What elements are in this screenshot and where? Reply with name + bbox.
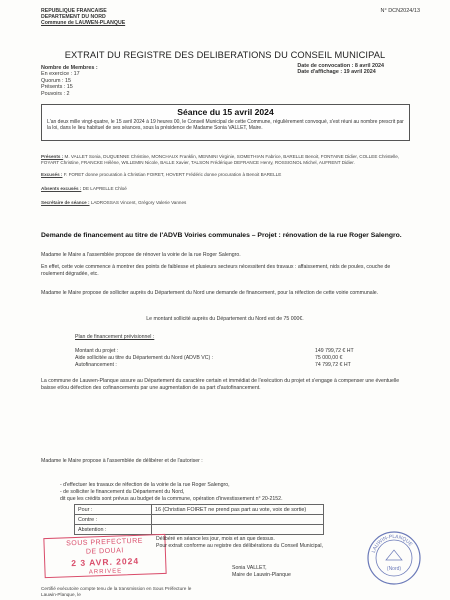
paragraph-commitment: La commune de Lauwen-Planque assure au Département du caractère certain et immédiat de l'exécution du projet et s'engage à compenser une éventuelle baisse et/ou défection des cofinancements par une augmentation de sa part d'autofinancement.	[41, 378, 400, 391]
session-text: L'an deux mille vingt-quatre, le 15 avril 2024 à 19 heures 00, le Conseil Municipal de cette Commune, régulièrement convoqué, s'est réuni au nombre prescrit par la loi, dans le lieu habituel de ses séances, sous la présidence de Madame Sonia VALLET, Maire.	[47, 119, 404, 132]
meeting-dates	[297, 63, 384, 76]
financing-value: 149 799,72 € HT	[315, 348, 354, 354]
vote-label: Abstention :	[75, 525, 152, 535]
letterhead-commune: Commune de LAUWEN-PLANQUE	[41, 20, 126, 27]
absents-text: DE LAPRELLE Chloé	[82, 186, 127, 191]
decision-item: dit que les crédits sont prévus au budget de la commune, opération d'investissement n° 20-2152.	[60, 496, 283, 502]
footer-line: Certifié exécutoire compte tenu de la transmission en Sous Préfecture le	[41, 586, 192, 591]
financing-label: Autofinancement :	[75, 362, 117, 369]
footer-certification	[41, 586, 191, 598]
members-heading: Nombre de Membres :	[41, 65, 98, 71]
excuses-text: F. FORET donne procuration à Christian FOIRET, HOVERT Frédéric donne procuration à Benoit BARELLE	[63, 172, 282, 177]
decision-item: - de solliciter le financement du Département du Nord,	[60, 489, 400, 496]
footer-line: Lauwin-Planque, le	[41, 591, 81, 597]
deliberation-subject: Demande de financement au titre de l'ADVB Voiries communales – Projet : rénovation de la rue Roger Salengro.	[41, 232, 402, 239]
financing-row	[75, 348, 375, 355]
display-date: Date d'affichage : 19 avril 2024	[297, 69, 376, 76]
decision-item: - d'effectuer les travaux de réfection de la voirie de la rue Roger Salengro,	[60, 482, 400, 489]
vote-row-pour	[75, 505, 324, 515]
attendance-presents	[41, 154, 416, 165]
stamp-status: ARRIVEE	[88, 568, 123, 576]
signatory-role: Maire de Lauwin-Planque	[232, 571, 291, 578]
seal-inner-text: (Nord)	[386, 566, 402, 572]
financing-row	[75, 355, 375, 362]
subprefecture-stamp	[43, 534, 166, 578]
declaration-line: Pour extrait conforme au registre des délibérations du Conseil Municipal,	[156, 542, 323, 549]
requested-amount: Le montant sollicité auprès du Département du Nord est de 75 000€.	[146, 316, 304, 322]
absents-label: Absents excusés :	[41, 186, 82, 191]
convocation-date: Date de convocation : 8 avril 2024	[297, 63, 384, 69]
members-presents: Présents : 15	[41, 84, 73, 91]
vote-label: Pour :	[75, 505, 152, 515]
financing-label: Aide sollicitée au titre du Département du Nord (ADVB VC) :	[75, 355, 214, 362]
municipal-seal	[366, 530, 422, 586]
financing-value: 75 000,00 €	[315, 355, 343, 362]
presents-text: M. VALLET Sonia, DUQUENNE Christine, MONCHAUX Franklin, MENNINI Virginie, SOMETHIAN Fabrice, BARELLE Benoit, FONTAINE Didier, COLLEE Christelle, FOYART Christine, FRANCKE Hélène, WILLEMIN Nicole, BALLE Xavier, TALSON Frédérique DEFRANCE Henry, ROSSIGNOL Michel, AUFRENT Didier.	[41, 154, 400, 165]
session-box	[41, 104, 410, 141]
letterhead	[41, 8, 125, 27]
letterhead-department: DEPARTEMENT DU NORD	[41, 14, 106, 21]
paragraph-proposal: Madame le Maire a l'assemblée propose de rénover la voirie de la rue Roger Salengro.	[41, 252, 241, 258]
signature-block	[232, 565, 291, 578]
attendance-secretary	[41, 200, 416, 206]
vote-value: 16 (Christian FOIRET ne prend pas part au vote, voix de sortie)	[152, 505, 324, 515]
deliberation-reference: N° DCN2024/13	[380, 8, 420, 14]
vote-label: Contre :	[75, 515, 152, 525]
secretary-text: LADROSSAS Vincent, Grégory Valerie Vannes	[90, 200, 187, 205]
paragraph-context: En effet, cette voie commence à montrer des points de faiblesse et plusieurs secteurs nécessitent des travaux : affaissement, nids de poules, couche de roulement dégradée, etc.	[41, 264, 391, 277]
members-en-exercice: En exercice : 17	[41, 71, 80, 78]
stamp-location: DE DOUAI	[85, 547, 124, 556]
financing-label: Montant du projet :	[75, 348, 119, 354]
financing-row	[75, 362, 375, 369]
vote-value	[152, 525, 324, 535]
stamp-date: 2 3 AVR. 2024	[71, 555, 140, 569]
attendance-absents	[41, 186, 416, 192]
vote-row-abstention	[75, 525, 324, 535]
document-title: EXTRAIT DU REGISTRE DES DELIBERATIONS DU CONSEIL MUNICIPAL	[64, 50, 386, 60]
presents-label: Présents :	[41, 154, 64, 159]
vote-table	[74, 504, 324, 535]
vote-value	[152, 515, 324, 525]
paragraph-authorization: Madame le Maire propose à l'assemblée de délibérer et de l'autoriser :	[41, 458, 203, 464]
seal-emblem	[386, 550, 402, 560]
excuses-label: Excusés :	[41, 172, 63, 177]
seal-ring-text: LAUWIN-PLANQUE	[370, 533, 414, 554]
signatory-name: Sonia VALLET,	[232, 565, 267, 571]
financing-plan-heading: Plan de financement prévisionnel :	[75, 334, 155, 340]
financing-value: 74 799,72 € HT	[315, 362, 351, 369]
members-count	[41, 65, 98, 97]
stamp-authority: SOUS PREFECTURE	[66, 537, 143, 548]
financing-plan	[75, 348, 375, 370]
declaration-line: Délibéré en séance les jour, mois et an que dessus.	[156, 536, 275, 542]
members-pouvoirs: Pouvoirs : 2	[41, 90, 70, 97]
vote-row-contre	[75, 515, 324, 525]
session-title: Séance du 15 avril 2024	[177, 107, 274, 117]
secretary-label: Secrétaire de séance :	[41, 200, 90, 205]
attendance-excuses	[41, 172, 416, 178]
members-quorum: Quorum : 15	[41, 77, 71, 84]
paragraph-request: Madame le Maire propose de solliciter auprès du Département du Nord une demande de financement, pour la réfection de cette voirie communale.	[41, 290, 379, 296]
letterhead-country: REPUBLIQUE FRANCAISE	[41, 8, 107, 14]
decision-list	[60, 482, 400, 503]
